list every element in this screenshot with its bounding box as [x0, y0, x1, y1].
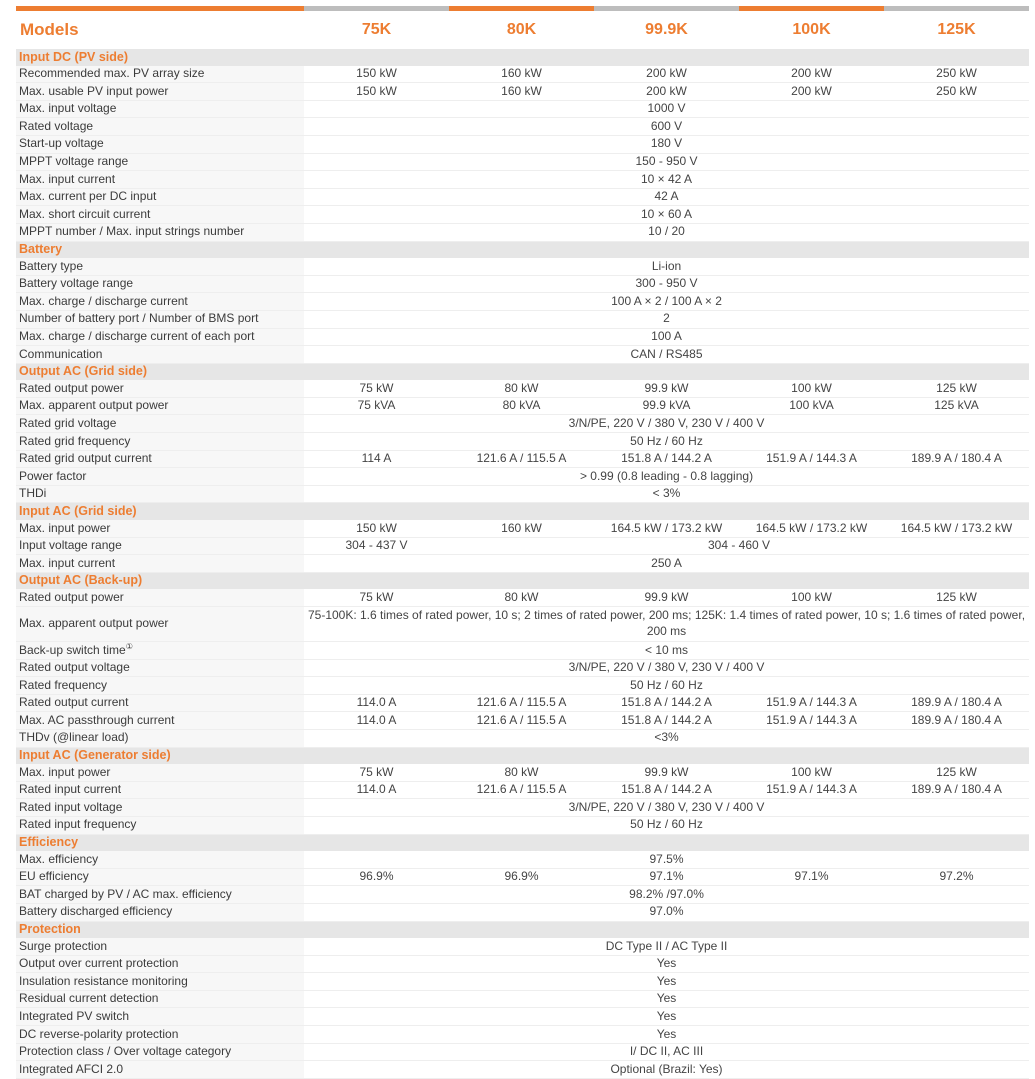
spec-value: 300 - 950 V	[304, 275, 1029, 293]
spec-row	[16, 346, 1029, 364]
footnote-marker: ①	[125, 641, 133, 651]
spec-row	[16, 607, 1029, 642]
spec-row	[16, 223, 1029, 241]
spec-value: 250 A	[304, 555, 1029, 573]
spec-value: 200 kW	[594, 83, 739, 101]
spec-value: 80 kVA	[449, 397, 594, 415]
spec-label	[16, 328, 304, 346]
spec-value: 160 kW	[449, 83, 594, 101]
spec-label	[16, 100, 304, 118]
spec-label	[16, 781, 304, 799]
spec-row	[16, 520, 1029, 537]
spec-value: 75 kVA	[304, 397, 449, 415]
spec-label	[16, 1008, 304, 1026]
spec-label	[16, 1043, 304, 1061]
model-99-9k: 99.9K	[594, 9, 739, 50]
section-header-input-dc-pv-side	[16, 49, 1029, 66]
spec-value: 99.9 kVA	[594, 397, 739, 415]
spec-label-text: Max. short circuit current	[19, 206, 151, 221]
spec-value: 97.1%	[739, 868, 884, 886]
spec-label	[16, 397, 304, 415]
spec-label	[16, 589, 304, 606]
spec-value: 80 kW	[449, 764, 594, 781]
spec-value: 164.5 kW / 173.2 kW	[739, 520, 884, 537]
spec-label-text: Input voltage range	[19, 538, 122, 553]
spec-label	[16, 293, 304, 311]
spec-row	[16, 397, 1029, 415]
spec-value: 3/N/PE, 220 V / 380 V, 230 V / 400 V	[304, 659, 1029, 677]
spec-label	[16, 310, 304, 328]
spec-row	[16, 555, 1029, 573]
spec-value: 100 A	[304, 328, 1029, 346]
spec-label	[16, 415, 304, 433]
spec-label-text: Number of battery port / Number of BMS port	[19, 311, 259, 326]
spec-row	[16, 1026, 1029, 1044]
spec-label	[16, 520, 304, 537]
spec-value: 600 V	[304, 118, 1029, 136]
spec-row	[16, 973, 1029, 991]
spec-value: 200 kW	[594, 66, 739, 83]
spec-row	[16, 415, 1029, 433]
spec-value: 1000 V	[304, 100, 1029, 118]
spec-label-text: Rated grid voltage	[19, 415, 117, 430]
section-title: Input DC (PV side)	[16, 49, 1029, 66]
section-header-output-ac-back-up	[16, 572, 1029, 589]
spec-row	[16, 1061, 1029, 1079]
spec-row	[16, 642, 1029, 660]
spec-label-text: Max. input current	[19, 555, 116, 570]
spec-label	[16, 485, 304, 503]
spec-table	[16, 6, 1029, 1079]
spec-label	[16, 659, 304, 677]
spec-row	[16, 1043, 1029, 1061]
spec-label	[16, 712, 304, 730]
spec-label-text: BAT charged by PV / AC max. efficiency	[19, 886, 232, 901]
spec-label-text: THDv (@linear load)	[19, 730, 129, 745]
spec-value: 150 kW	[304, 66, 449, 83]
spec-value: 151.9 A / 144.3 A	[739, 694, 884, 712]
spec-label-text: Rated grid output current	[19, 451, 152, 466]
spec-label-text: Max. apparent output power	[19, 398, 169, 413]
spec-label	[16, 764, 304, 781]
section-title: Output AC (Back-up)	[16, 572, 1029, 589]
section-header-output-ac-grid-side	[16, 363, 1029, 380]
spec-label	[16, 206, 304, 224]
spec-label	[16, 1026, 304, 1044]
spec-value: 3/N/PE, 220 V / 380 V, 230 V / 400 V	[304, 799, 1029, 817]
spec-value: 96.9%	[449, 868, 594, 886]
spec-row	[16, 781, 1029, 799]
spec-value: 97.1%	[594, 868, 739, 886]
spec-label	[16, 258, 304, 275]
spec-row	[16, 171, 1029, 189]
section-header-input-ac-generator-side	[16, 747, 1029, 764]
spec-label	[16, 990, 304, 1008]
spec-label-text: Rated frequency	[19, 677, 108, 692]
spec-label-text: Battery discharged efficiency	[19, 904, 173, 919]
spec-value: DC Type II / AC Type II	[304, 938, 1029, 955]
spec-value: 150 - 950 V	[304, 153, 1029, 171]
spec-label-text: THDi	[19, 486, 47, 501]
spec-value: 151.9 A / 144.3 A	[739, 712, 884, 730]
spec-value: 164.5 kW / 173.2 kW	[884, 520, 1029, 537]
spec-value: 100 A × 2 / 100 A × 2	[304, 293, 1029, 311]
section-title: Efficiency	[16, 834, 1029, 851]
spec-row	[16, 764, 1029, 781]
section-title: Output AC (Grid side)	[16, 363, 1029, 380]
spec-label	[16, 607, 304, 642]
spec-row	[16, 258, 1029, 275]
spec-value: Li-ion	[304, 258, 1029, 275]
spec-row	[16, 903, 1029, 921]
spec-row	[16, 310, 1029, 328]
spec-value: Yes	[304, 955, 1029, 973]
spec-label-text: EU efficiency	[19, 869, 89, 884]
spec-row	[16, 659, 1029, 677]
spec-label-text: Max. current per DC input	[19, 189, 157, 204]
spec-label	[16, 346, 304, 364]
spec-value: 121.6 A / 115.5 A	[449, 450, 594, 468]
spec-row	[16, 712, 1029, 730]
spec-value: 10 × 42 A	[304, 171, 1029, 189]
spec-label	[16, 380, 304, 397]
spec-row	[16, 851, 1029, 868]
spec-label-text: Rated input current	[19, 782, 122, 797]
model-80k: 80K	[449, 9, 594, 50]
spec-label-text: Recommended max. PV array size	[19, 66, 205, 81]
spec-label-text: Max. charge / discharge current of each port	[19, 329, 255, 343]
spec-value: Optional (Brazil: Yes)	[304, 1061, 1029, 1079]
spec-value: 150 kW	[304, 83, 449, 101]
spec-label-text: Battery voltage range	[19, 276, 134, 291]
spec-label-text: Insulation resistance monitoring	[19, 973, 188, 988]
spec-label-text: DC reverse-polarity protection	[19, 1026, 179, 1041]
spec-value: 10 / 20	[304, 223, 1029, 241]
spec-value: < 10 ms	[304, 642, 1029, 660]
spec-label-text: Integrated PV switch	[19, 1008, 130, 1023]
spec-label-text: Rated input frequency	[19, 817, 137, 832]
models-label: Models	[16, 9, 304, 50]
spec-label	[16, 188, 304, 206]
spec-value: 151.8 A / 144.2 A	[594, 781, 739, 799]
spec-label-text: Rated output current	[19, 695, 129, 710]
spec-label-text: Power factor	[19, 468, 87, 483]
spec-value: 97.0%	[304, 903, 1029, 921]
spec-label-text: Rated output voltage	[19, 660, 130, 675]
spec-row	[16, 537, 1029, 555]
spec-label	[16, 555, 304, 573]
spec-label	[16, 118, 304, 136]
spec-label	[16, 886, 304, 904]
spec-label-text: Max. input power	[19, 764, 111, 779]
spec-value: 114 A	[304, 450, 449, 468]
spec-value: 98.2% /97.0%	[304, 886, 1029, 904]
spec-row	[16, 990, 1029, 1008]
section-title: Protection	[16, 921, 1029, 938]
spec-label	[16, 642, 304, 660]
spec-value: 50 Hz / 60 Hz	[304, 816, 1029, 834]
spec-value: 250 kW	[884, 83, 1029, 101]
section-title: Input AC (Generator side)	[16, 747, 1029, 764]
spec-row	[16, 886, 1029, 904]
spec-label	[16, 468, 304, 486]
spec-row	[16, 485, 1029, 503]
spec-label	[16, 938, 304, 955]
spec-row	[16, 118, 1029, 136]
spec-row	[16, 100, 1029, 118]
model-header-row	[16, 9, 1029, 50]
spec-value: < 3%	[304, 485, 1029, 503]
spec-label	[16, 851, 304, 868]
spec-value: 100 kW	[739, 764, 884, 781]
spec-value: 75 kW	[304, 589, 449, 606]
spec-value: 200 kW	[739, 83, 884, 101]
spec-row	[16, 816, 1029, 834]
spec-value: 75 kW	[304, 380, 449, 397]
spec-label	[16, 729, 304, 747]
spec-row	[16, 328, 1029, 346]
spec-value: CAN / RS485	[304, 346, 1029, 364]
spec-label	[16, 955, 304, 973]
spec-label	[16, 83, 304, 101]
spec-value: Yes	[304, 1008, 1029, 1026]
spec-label	[16, 816, 304, 834]
spec-row	[16, 799, 1029, 817]
spec-label-text: Residual current detection	[19, 991, 159, 1006]
section-title: Battery	[16, 241, 1029, 258]
spec-value: 114.0 A	[304, 781, 449, 799]
spec-label	[16, 135, 304, 153]
spec-label-text: Rated voltage	[19, 118, 94, 133]
spec-label-text: Max. charge / discharge current	[19, 293, 188, 308]
spec-value: 80 kW	[449, 380, 594, 397]
spec-row	[16, 450, 1029, 468]
spec-value: > 0.99 (0.8 leading - 0.8 lagging)	[304, 468, 1029, 486]
spec-label-text: MPPT voltage range	[19, 154, 129, 169]
spec-value: Yes	[304, 990, 1029, 1008]
spec-label-text: Max. usable PV input power	[19, 83, 169, 98]
spec-value: 114.0 A	[304, 694, 449, 712]
spec-value: 189.9 A / 180.4 A	[884, 781, 1029, 799]
model-125k: 125K	[884, 9, 1029, 50]
spec-label-text: Protection class / Over voltage category	[19, 1044, 232, 1059]
spec-row	[16, 293, 1029, 311]
spec-label-text: Communication	[19, 346, 103, 361]
spec-value: 189.9 A / 180.4 A	[884, 450, 1029, 468]
spec-row	[16, 677, 1029, 695]
spec-label	[16, 433, 304, 451]
spec-row	[16, 188, 1029, 206]
spec-label-text: Output over current protection	[19, 956, 179, 971]
spec-value: 200 kW	[739, 66, 884, 83]
spec-label	[16, 66, 304, 83]
spec-label-text: MPPT number / Max. input strings number	[19, 224, 245, 239]
spec-value: 80 kW	[449, 589, 594, 606]
spec-value: I/ DC II, AC III	[304, 1043, 1029, 1061]
section-header-protection	[16, 921, 1029, 938]
section-header-efficiency	[16, 834, 1029, 851]
section-title: Input AC (Grid side)	[16, 503, 1029, 520]
spec-label-text: Rated output power	[19, 380, 124, 395]
spec-label-text: Max. AC passthrough current	[19, 712, 175, 727]
spec-value: 250 kW	[884, 66, 1029, 83]
spec-value: 304 - 437 V	[304, 537, 449, 555]
spec-value: 151.8 A / 144.2 A	[594, 450, 739, 468]
model-75k: 75K	[304, 9, 449, 50]
spec-row	[16, 694, 1029, 712]
spec-row	[16, 83, 1029, 101]
spec-label-text: Start-up voltage	[19, 136, 104, 151]
spec-row	[16, 135, 1029, 153]
spec-table-body	[16, 9, 1029, 1079]
spec-value: 151.8 A / 144.2 A	[594, 694, 739, 712]
spec-label	[16, 171, 304, 189]
spec-label	[16, 223, 304, 241]
section-header-battery	[16, 241, 1029, 258]
spec-label	[16, 153, 304, 171]
spec-label-text: Max. efficiency	[19, 851, 99, 866]
spec-value: 125 kW	[884, 380, 1029, 397]
spec-label	[16, 903, 304, 921]
spec-value: <3%	[304, 729, 1029, 747]
spec-label	[16, 275, 304, 293]
spec-value: 304 - 460 V	[449, 537, 1029, 555]
spec-value: 100 kW	[739, 589, 884, 606]
spec-value: 97.2%	[884, 868, 1029, 886]
spec-value: 2	[304, 310, 1029, 328]
spec-value: 125 kW	[884, 589, 1029, 606]
spec-label	[16, 677, 304, 695]
spec-label	[16, 537, 304, 555]
spec-value: 50 Hz / 60 Hz	[304, 433, 1029, 451]
spec-row	[16, 206, 1029, 224]
spec-value: 164.5 kW / 173.2 kW	[594, 520, 739, 537]
spec-value: 121.6 A / 115.5 A	[449, 694, 594, 712]
spec-label	[16, 868, 304, 886]
spec-label-text: Rated output power	[19, 589, 124, 604]
spec-value: 189.9 A / 180.4 A	[884, 694, 1029, 712]
spec-value: 151.9 A / 144.3 A	[739, 450, 884, 468]
spec-label-text: Integrated AFCI 2.0	[19, 1061, 124, 1076]
spec-value: 189.9 A / 180.4 A	[884, 712, 1029, 730]
spec-label	[16, 973, 304, 991]
spec-label-text: Rated grid frequency	[19, 433, 131, 448]
spec-value: 121.6 A / 115.5 A	[449, 712, 594, 730]
spec-value: 151.8 A / 144.2 A	[594, 712, 739, 730]
spec-value: 97.5%	[304, 851, 1029, 868]
spec-value: 42 A	[304, 188, 1029, 206]
spec-label-text: Max. input current	[19, 171, 116, 186]
spec-value: Yes	[304, 973, 1029, 991]
spec-label	[16, 1061, 304, 1079]
spec-label-text: Rated input voltage	[19, 799, 123, 814]
spec-label-text: Surge protection	[19, 938, 108, 953]
section-header-input-ac-grid-side	[16, 503, 1029, 520]
spec-value: 125 kW	[884, 764, 1029, 781]
spec-row	[16, 589, 1029, 606]
spec-label-text: Max. input voltage	[19, 101, 117, 116]
spec-value: 151.9 A / 144.3 A	[739, 781, 884, 799]
spec-value: 125 kVA	[884, 397, 1029, 415]
spec-value: Yes	[304, 1026, 1029, 1044]
spec-value: 75-100K: 1.6 times of rated power, 10 s; 2 times of rated power, 200 ms; 125K: 1.4 times of rated power, 10 s; 1.6 times of rated power, 200 ms	[304, 607, 1029, 642]
spec-value: 50 Hz / 60 Hz	[304, 677, 1029, 695]
spec-row	[16, 433, 1029, 451]
spec-row	[16, 729, 1029, 747]
spec-label-text: Max. apparent output power	[19, 616, 169, 631]
spec-value: 100 kVA	[739, 397, 884, 415]
spec-value: 10 × 60 A	[304, 206, 1029, 224]
spec-row	[16, 938, 1029, 955]
spec-value: 99.9 kW	[594, 380, 739, 397]
spec-value: 114.0 A	[304, 712, 449, 730]
spec-label	[16, 694, 304, 712]
spec-value: 160 kW	[449, 520, 594, 537]
spec-label	[16, 450, 304, 468]
spec-row	[16, 66, 1029, 83]
spec-label-text: Back-up switch time	[19, 642, 126, 657]
spec-value: 160 kW	[449, 66, 594, 83]
spec-row	[16, 868, 1029, 886]
spec-label	[16, 799, 304, 817]
spec-value: 100 kW	[739, 380, 884, 397]
spec-label-text: Max. input power	[19, 520, 111, 535]
spec-row	[16, 275, 1029, 293]
spec-label-text: Battery type	[19, 258, 84, 273]
model-100k: 100K	[739, 9, 884, 50]
spec-row	[16, 468, 1029, 486]
spec-value: 121.6 A / 115.5 A	[449, 781, 594, 799]
spec-value: 150 kW	[304, 520, 449, 537]
spec-value: 180 V	[304, 135, 1029, 153]
spec-value: 99.9 kW	[594, 764, 739, 781]
spec-row	[16, 380, 1029, 397]
spec-value: 96.9%	[304, 868, 449, 886]
spec-value: 75 kW	[304, 764, 449, 781]
spec-value: 3/N/PE, 220 V / 380 V, 230 V / 400 V	[304, 415, 1029, 433]
spec-value: 99.9 kW	[594, 589, 739, 606]
spec-row	[16, 955, 1029, 973]
spec-row	[16, 1008, 1029, 1026]
spec-row	[16, 153, 1029, 171]
